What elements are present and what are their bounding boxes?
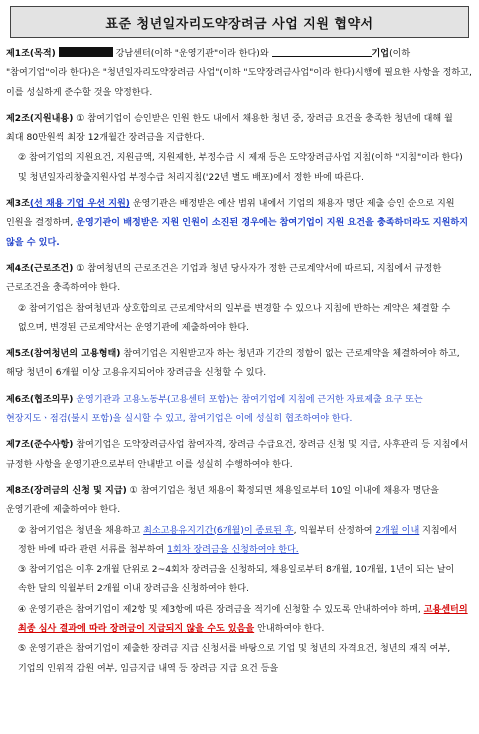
article-8-para-3 (6, 561, 473, 600)
article-1 (6, 45, 473, 103)
article-7-label: 제7조(준수사항) (6, 440, 74, 451)
article-6 (6, 391, 473, 430)
article-4 (6, 260, 473, 338)
article-8-text-2e: 지침에서 정한 바에 따라 관련 서류를 첨부하여 (18, 525, 458, 555)
article-2-para-2 (6, 149, 473, 188)
article-1-text-b: (이하 "참여기업"이라 한다)은 "청년일자리도약장려금 사업"(이하 "도약장려금사업"이라 한다)시행에 필요한 사항을 정하고, 이를 성실하게 준수할 것을 약정한다. (6, 49, 472, 98)
article-4-para-2 (6, 300, 473, 339)
document-title (10, 6, 469, 38)
article-1-company-suffix: 기업 (371, 49, 390, 59)
article-3-text-1: 운영기관은 배정받은 예산 범위 내에서 기업의 채용자 명단 제출 승인 순으로 지원 인원을 결정하며, (6, 199, 455, 229)
article-8-text-3: ③ 참여기업은 이후 2개월 단위로 2~4회차 장려금을 신청하되, 채용일로부터 8개월, 10개월, 1년이 되는 날이 속한 달의 익월부터 2개월 이내 장려금을 신청하여야 한다. (18, 565, 455, 595)
article-4-text-2: ② 참여기업은 참여청년과 상호합의로 근로계약서의 일부를 변경할 수 있으나 지침에 반하는 계약은 체결할 수 없으며, 변경된 근로계약서는 운영기관에 제출하여야 한다. (18, 303, 451, 333)
redacted-block (59, 47, 113, 57)
article-4-label: 제4조(근로조건) (6, 263, 74, 274)
article-8-para-4 (6, 601, 473, 640)
article-4-para-1 (6, 260, 473, 299)
article-8-text-2d: 2개월 이내 (375, 525, 420, 536)
article-8-para-1 (6, 482, 473, 521)
article-2-label: 제2조(지원내용) (6, 113, 74, 124)
article-7-text: 참여기업은 도약장려금사업 참여자격, 장려금 수급요건, 장려금 신청 및 지급, 사후관리 등 지침에서 규정한 사항을 운영기관으로부터 안내받고 이를 성실히 수행하여야 한다. (6, 440, 469, 470)
article-1-label: 제1조(목적) (6, 49, 56, 59)
article-8-para-2 (6, 522, 473, 561)
article-3-label: 제3조 (6, 199, 30, 210)
article-8-text-2a: ② 참여기업은 청년을 채용하고 (18, 525, 144, 536)
article-2-text-2: ② 참여기업의 지원요건, 지원금액, 지원제한, 부정수급 시 제재 등은 도약장려금사업 지침(이하 "지침"이라 한다) 및 청년일자리창출지원사업 부정수급 처리지침('22년 별도 배포)에서 정한 바에 따른다. (18, 153, 463, 183)
article-8-text-4b: 고용센터의 최종 심사 결과에 따라 장려금이 지급되지 않을 수도 있음을 (18, 604, 468, 635)
article-3 (6, 195, 473, 253)
article-2-para-1 (6, 110, 473, 149)
article-1-text-a: 강남센터(이하 "운영기관"이라 한다)와 (115, 49, 269, 59)
article-5-text: 참여기업은 지원받고자 하는 청년과 기간의 정함이 없는 근로계약을 체결하여야 하고, 해당 청년이 6개월 이상 고용유지되어야 장려금을 신청할 수 있다. (6, 349, 460, 379)
article-6-label: 제6조(협조의무) (6, 394, 74, 405)
article-8-para-5 (6, 640, 473, 679)
article-2-text-1: ① 참여기업이 승인받은 인원 한도 내에서 채용한 청년 중, 장려금 요건을 충족한 청년에 대해 월 최대 80만원씩 최장 12개월간 장려금을 지급한다. (6, 113, 453, 144)
article-5-label: 제5조(참여청년의 고용형태) (6, 349, 121, 360)
article-8-text-5: ⑤ 운영기관은 참여기업이 제출한 장려금 지급 신청서를 바탕으로 기업 및 청년의 자격요건, 청년의 재직 여부, 기업의 인위적 감원 여부, 임금지급 내역 등 장려금 지급 요건 등을 (18, 644, 451, 674)
article-8-text-2f: 1회차 장려금을 신청하여야 한다. (167, 544, 299, 555)
article-6-text: 운영기관과 고용노동부(고용센터 포함)는 참여기업에 지침에 근거한 자료제출 요구 또는 현장지도ㆍ점검(불시 포함)을 실시할 수 있고, 참여기업은 이에 성실히 협조하여야 한다. (6, 394, 423, 425)
agreement-page (0, 6, 479, 734)
article-3-emphasis: 운영기관이 배정받은 지원 인원이 소진된 경우에는 참여기업이 지원 요건을 충족하더라도 지원하지 않을 수 있다. (6, 218, 468, 248)
article-4-text-1: ① 참여청년의 근로조건은 기업과 청년 당사자가 정한 근로계약서에 따르되, 지침에서 규정한 근로조건을 충족하여야 한다. (6, 263, 442, 294)
article-8 (6, 482, 473, 679)
document-title-text: 표준 청년일자리도약장려금 사업 지원 협약서 (105, 16, 374, 32)
article-8-text-4a: ④ 운영기관은 참여기업이 제2항 및 제3항에 따른 장려금을 적기에 신청할 수 있도록 안내하여야 하며, (18, 604, 424, 615)
article-5 (6, 345, 473, 384)
company-name-blank (272, 47, 372, 57)
article-8-text-2b: 최소고용유지기간(6개월)이 종료된 후 (143, 525, 294, 536)
article-8-text-4c: 안내하여야 한다. (254, 624, 325, 635)
article-2 (6, 110, 473, 188)
article-8-text-1: ① 참여기업은 청년 채용이 확정되면 채용일로부터 10일 이내에 채용자 명단을 운영기관에 제출하여야 한다. (6, 485, 439, 516)
article-8-label: 제8조(장려금의 신청 및 지급) (6, 485, 127, 496)
article-3-heading: (선 채용 기업 우선 지원) (29, 199, 130, 210)
article-7 (6, 436, 473, 475)
article-8-text-2c: , 익월부터 산정하여 (293, 525, 376, 536)
